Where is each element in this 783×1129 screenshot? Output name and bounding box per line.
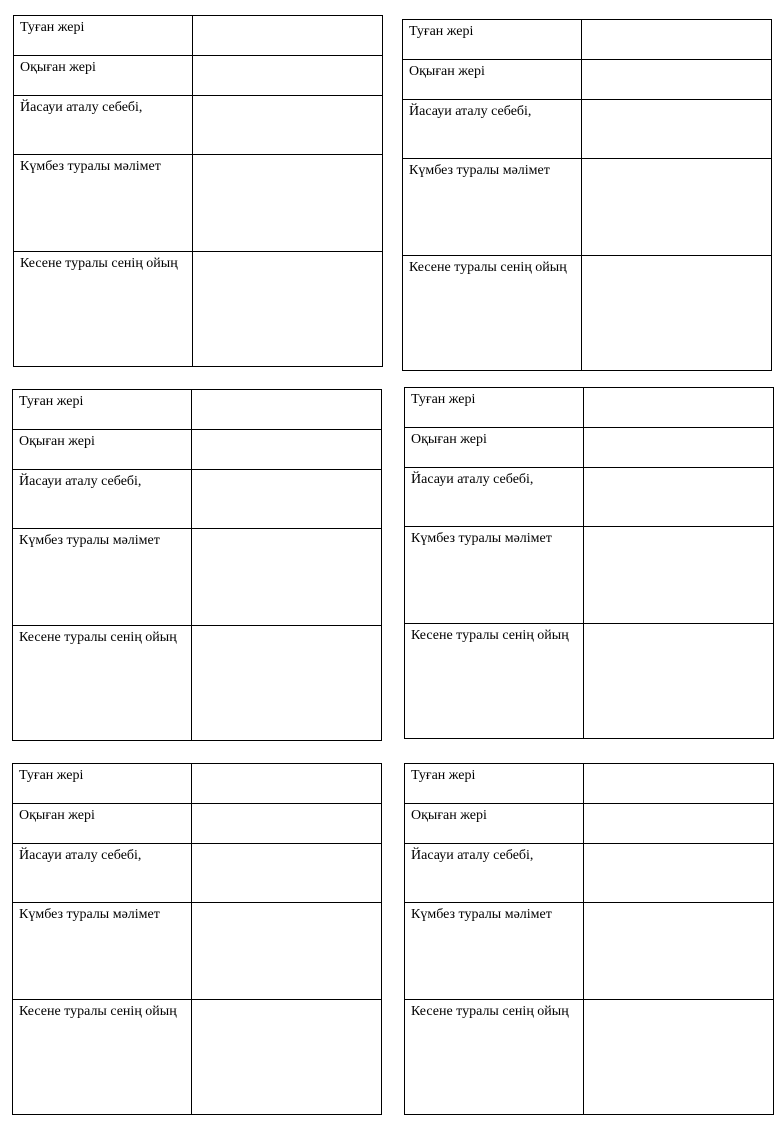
naming-reason-row <box>14 96 383 155</box>
study-place-row <box>405 428 774 468</box>
naming-reason-label: Йасауи аталу себебі, <box>405 844 584 903</box>
birthplace-answer-cell[interactable] <box>584 388 774 428</box>
naming-reason-answer-cell[interactable] <box>193 96 383 155</box>
opinion-label: Кесене туралы сенің ойың <box>14 252 193 367</box>
naming-reason-row <box>405 844 774 903</box>
worksheet-card <box>404 763 774 1115</box>
study-place-answer-cell[interactable] <box>582 60 772 100</box>
opinion-label: Кесене туралы сенің ойың <box>13 626 192 741</box>
opinion-row <box>13 1000 382 1115</box>
birthplace-answer-cell[interactable] <box>582 20 772 60</box>
study-place-answer-cell[interactable] <box>192 430 382 470</box>
birthplace-label: Туған жері <box>13 764 192 804</box>
study-place-row <box>13 804 382 844</box>
study-place-row <box>405 804 774 844</box>
opinion-row <box>13 626 382 741</box>
birthplace-label: Туған жері <box>405 388 584 428</box>
dome-info-row <box>405 903 774 1000</box>
birthplace-row <box>405 388 774 428</box>
birthplace-row <box>13 390 382 430</box>
study-place-row <box>14 56 383 96</box>
study-place-label: Оқыған жері <box>13 430 192 470</box>
study-place-label: Оқыған жері <box>405 804 584 844</box>
dome-info-row <box>405 527 774 624</box>
dome-info-label: Күмбез туралы мәлімет <box>405 527 584 624</box>
opinion-answer-cell[interactable] <box>584 1000 774 1115</box>
birthplace-answer-cell[interactable] <box>584 764 774 804</box>
opinion-row <box>14 252 383 367</box>
dome-info-answer-cell[interactable] <box>192 903 382 1000</box>
birthplace-row <box>13 764 382 804</box>
dome-info-label: Күмбез туралы мәлімет <box>403 159 582 256</box>
worksheet-card <box>402 19 772 371</box>
opinion-row <box>405 1000 774 1115</box>
opinion-answer-cell[interactable] <box>193 252 383 367</box>
study-place-label: Оқыған жері <box>14 56 193 96</box>
dome-info-answer-cell[interactable] <box>582 159 772 256</box>
naming-reason-row <box>13 844 382 903</box>
naming-reason-label: Йасауи аталу себебі, <box>14 96 193 155</box>
opinion-row <box>403 256 772 371</box>
worksheet-card <box>12 389 382 741</box>
birthplace-label: Туған жері <box>14 16 193 56</box>
birthplace-row <box>405 764 774 804</box>
study-place-answer-cell[interactable] <box>584 428 774 468</box>
birthplace-label: Туған жері <box>13 390 192 430</box>
opinion-answer-cell[interactable] <box>192 1000 382 1115</box>
naming-reason-row <box>405 468 774 527</box>
study-place-label: Оқыған жері <box>405 428 584 468</box>
dome-info-row <box>13 903 382 1000</box>
opinion-label: Кесене туралы сенің ойың <box>13 1000 192 1115</box>
worksheet-card <box>13 15 383 367</box>
study-place-label: Оқыған жері <box>13 804 192 844</box>
worksheet-card <box>12 763 382 1115</box>
dome-info-label: Күмбез туралы мәлімет <box>405 903 584 1000</box>
birthplace-label: Туған жері <box>403 20 582 60</box>
naming-reason-row <box>403 100 772 159</box>
opinion-label: Кесене туралы сенің ойың <box>405 624 584 739</box>
study-place-answer-cell[interactable] <box>193 56 383 96</box>
dome-info-row <box>403 159 772 256</box>
birthplace-answer-cell[interactable] <box>192 764 382 804</box>
naming-reason-answer-cell[interactable] <box>584 844 774 903</box>
naming-reason-answer-cell[interactable] <box>192 844 382 903</box>
naming-reason-answer-cell[interactable] <box>192 470 382 529</box>
dome-info-row <box>14 155 383 252</box>
dome-info-row <box>13 529 382 626</box>
opinion-label: Кесене туралы сенің ойың <box>403 256 582 371</box>
opinion-row <box>405 624 774 739</box>
study-place-answer-cell[interactable] <box>584 804 774 844</box>
dome-info-label: Күмбез туралы мәлімет <box>13 529 192 626</box>
dome-info-answer-cell[interactable] <box>584 527 774 624</box>
study-place-row <box>403 60 772 100</box>
birthplace-answer-cell[interactable] <box>192 390 382 430</box>
study-place-label: Оқыған жері <box>403 60 582 100</box>
naming-reason-label: Йасауи аталу себебі, <box>403 100 582 159</box>
study-place-answer-cell[interactable] <box>192 804 382 844</box>
naming-reason-label: Йасауи аталу себебі, <box>13 844 192 903</box>
opinion-answer-cell[interactable] <box>192 626 382 741</box>
dome-info-answer-cell[interactable] <box>584 903 774 1000</box>
birthplace-answer-cell[interactable] <box>193 16 383 56</box>
study-place-row <box>13 430 382 470</box>
opinion-answer-cell[interactable] <box>582 256 772 371</box>
naming-reason-row <box>13 470 382 529</box>
naming-reason-answer-cell[interactable] <box>584 468 774 527</box>
dome-info-label: Күмбез туралы мәлімет <box>13 903 192 1000</box>
dome-info-label: Күмбез туралы мәлімет <box>14 155 193 252</box>
birthplace-label: Туған жері <box>405 764 584 804</box>
dome-info-answer-cell[interactable] <box>193 155 383 252</box>
opinion-answer-cell[interactable] <box>584 624 774 739</box>
naming-reason-label: Йасауи аталу себебі, <box>13 470 192 529</box>
opinion-label: Кесене туралы сенің ойың <box>405 1000 584 1115</box>
naming-reason-answer-cell[interactable] <box>582 100 772 159</box>
birthplace-row <box>14 16 383 56</box>
worksheet-card <box>404 387 774 739</box>
birthplace-row <box>403 20 772 60</box>
dome-info-answer-cell[interactable] <box>192 529 382 626</box>
naming-reason-label: Йасауи аталу себебі, <box>405 468 584 527</box>
